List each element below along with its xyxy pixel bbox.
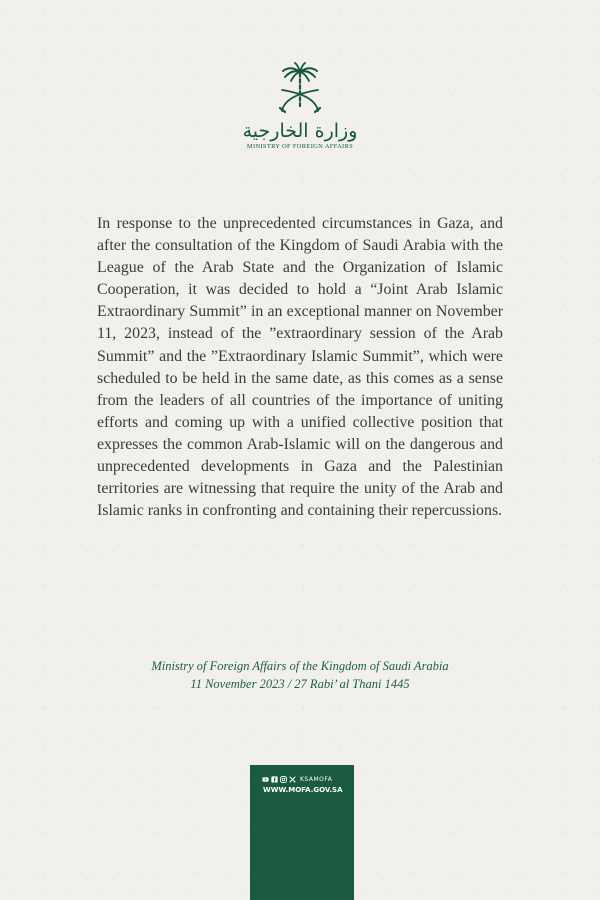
signature-date: 11 November 2023 / 27 Rabi’ al Thani 1445: [190, 677, 410, 691]
ministry-name-arabic: وزارة الخارجية: [242, 120, 358, 142]
youtube-icon[interactable]: [262, 776, 269, 783]
social-links: [262, 776, 332, 783]
ministry-header: [0, 62, 600, 150]
footer-contact-box: [250, 765, 354, 900]
signature-block: [0, 657, 600, 693]
x-icon[interactable]: [289, 776, 296, 783]
statement-body: In response to the unprecedented circumstances in Gaza, and after the consultation of the Kingdom of Saudi Arabia with the League of the Arab State and the Organization of Islamic Cooperation, it was decided to hold a “Joint Arab Islamic Extraordinary Summit” in an exceptional manner on November 11, 2023, instead of the ”extraordinary session of the Arab Summit” and the ”Extraordinary Islamic Summit”, which were scheduled to be held in the same date, as this comes as a sense from the leaders of all countries of the importance of uniting efforts and coming up with a unified collective position that expresses the common Arab-Islamic will on the dangerous and unprecedented developments in Gaza and the Palestinian territories are witnessing that require the unity of the Arab and Islamic ranks in confronting and containing their repercussions.: [97, 215, 503, 520]
saudi-emblem-icon: [273, 62, 327, 118]
facebook-icon[interactable]: [271, 776, 278, 783]
signature-issuer: Ministry of Foreign Affairs of the Kingdom of Saudi Arabia: [151, 659, 449, 673]
instagram-icon[interactable]: [280, 776, 287, 783]
social-handle: KSAMOFA: [300, 776, 333, 783]
ministry-name-english: MINISTRY OF FOREIGN AFFAIRS: [246, 143, 354, 150]
website-link[interactable]: WWW.MOFA.GOV.SA: [263, 786, 343, 794]
